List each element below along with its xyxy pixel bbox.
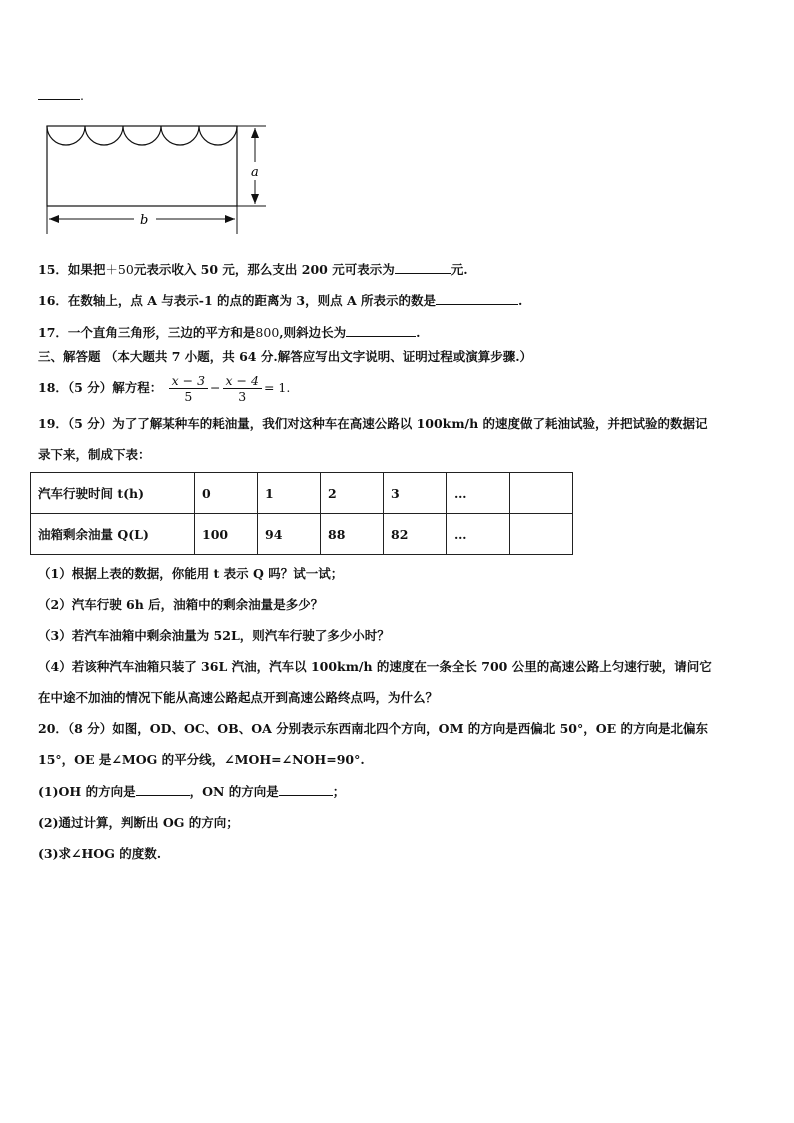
answer-blank [346, 324, 416, 337]
section-heading [38, 349, 532, 365]
previous-question-tail [38, 87, 84, 104]
question-17 [38, 324, 421, 341]
question-text: 如果把 [67, 262, 106, 277]
question-19-line1 [38, 416, 708, 432]
question-20-line1 [38, 721, 708, 737]
semicircle-arcs [47, 126, 237, 145]
question-text: 元. [450, 262, 468, 277]
question-number: 16． [38, 293, 68, 308]
fraction-1 [169, 373, 208, 404]
sub-question: ，ON 的方向是 [189, 784, 279, 799]
denominator: 3 [238, 389, 247, 404]
equation-rhs: = 1. [263, 380, 291, 395]
sub-question: （2）汽车行驶 6h 后，油箱中的剩余油量是多少？ [38, 597, 324, 612]
q20-sub2 [38, 815, 239, 831]
question-number: 18． [38, 380, 68, 395]
table-cell: 82 [384, 514, 447, 555]
sub-question: (3)求∠HOG 的度数. [38, 846, 162, 861]
value: 800 [255, 325, 280, 340]
question-text: 为了了解某种车的耗油量，我们对这种车在高速公路以 100km/h 的速度做了耗油试验，并把试验的数据记 [112, 416, 708, 431]
table-cell: 2 [321, 473, 384, 514]
table-cell: 0 [195, 473, 258, 514]
value: ＋50 [105, 262, 134, 277]
q20-sub3 [38, 846, 161, 862]
question-number: 19． [38, 416, 68, 431]
q19-sub2 [38, 597, 323, 613]
table-cell [510, 514, 573, 555]
section-text: 三、解答题 （本大题共 7 小题，共 64 分.解答应写出文字说明、证明过程或演算步骤.） [38, 349, 533, 364]
sub-question: 在中途不加油的情况下能从高速公路起点开到高速公路终点吗，为什么？ [38, 690, 439, 705]
question-16 [38, 292, 522, 309]
score: （5 分） [67, 380, 113, 395]
question-text: ,则斜边长为 [279, 325, 347, 340]
table-cell: … [447, 514, 510, 555]
answer-blank [436, 292, 518, 305]
numerator: x − 4 [223, 373, 262, 389]
period: . [80, 88, 84, 103]
q19-sub4-line2 [38, 690, 438, 706]
rectangle [47, 126, 237, 206]
question-number: 20． [38, 721, 68, 736]
sub-question: （4）若该种汽车油箱只装了 36L 汽油，汽车以 100km/h 的速度在一条全长 700 公里的高速公路上匀速行驶，请问它 [38, 659, 712, 674]
question-text: . [416, 325, 421, 340]
answer-blank [38, 87, 80, 100]
sub-question: （1）根据上表的数据，你能用 t 表示 Q 吗？试一试； [38, 566, 344, 581]
q19-sub3 [38, 628, 390, 644]
fuel-data-table [30, 472, 573, 555]
question-15 [38, 261, 468, 278]
table-cell: 88 [321, 514, 384, 555]
fraction-2 [223, 373, 262, 404]
answer-blank [395, 261, 451, 274]
q19-sub1 [38, 566, 343, 582]
question-text: 录下来，制成下表： [38, 447, 151, 462]
answer-blank [136, 783, 190, 796]
numerator: x − 3 [169, 373, 208, 389]
question-text: 如图，OD、OC、OB、OA 分别表示东西南北四个方向，OM 的方向是西偏北 50°，OE 的方向是北偏东 [112, 721, 709, 736]
table-cell: … [447, 473, 510, 514]
rectangle-scallop-figure [30, 118, 280, 241]
row-header: 油箱剩余油量 Q(L) [31, 514, 195, 555]
sub-question: ； [332, 784, 346, 799]
question-18 [38, 368, 290, 408]
question-19-line2 [38, 447, 151, 463]
answer-blank [279, 783, 333, 796]
table-cell: 3 [384, 473, 447, 514]
sub-question: (1)OH 的方向是 [38, 784, 136, 799]
question-number: 17． [38, 325, 68, 340]
row-header: 汽车行驶时间 t(h) [31, 473, 195, 514]
question-20-line2 [38, 752, 365, 768]
score: （5 分） [67, 416, 113, 431]
sub-question: （3）若汽车油箱中剩余油量为 52L，则汽车行驶了多少小时？ [38, 628, 390, 643]
denominator: 5 [184, 389, 193, 404]
table-cell: 100 [195, 514, 258, 555]
label-a: a [251, 165, 259, 180]
label-b: b [140, 213, 149, 228]
q19-sub4-line1 [38, 659, 712, 675]
question-number: 15． [38, 262, 68, 277]
question-text: 15°，OE 是∠MOG 的平分线，∠MOH=∠NOH=90°. [38, 752, 365, 767]
question-text: 解方程： [112, 380, 163, 395]
table-cell: 94 [258, 514, 321, 555]
score: （8 分） [67, 721, 113, 736]
table-row [31, 473, 573, 514]
q20-sub1 [38, 783, 345, 800]
question-text: 元表示收入 50 元，那么支出 200 元可表示为 [133, 262, 395, 277]
figure-svg [30, 118, 280, 238]
table-row [31, 514, 573, 555]
question-text: 一个直角三角形，三边的平方和是 [67, 325, 256, 340]
question-text: 在数轴上，点 A 与表示-1 的点的距离为 3，则点 A 所表示的数是 [67, 293, 436, 308]
question-text: . [518, 293, 523, 308]
sub-question: (2)通过计算，判断出 OG 的方向； [38, 815, 239, 830]
table-cell [510, 473, 573, 514]
table-cell: 1 [258, 473, 321, 514]
operator: − [210, 380, 221, 395]
